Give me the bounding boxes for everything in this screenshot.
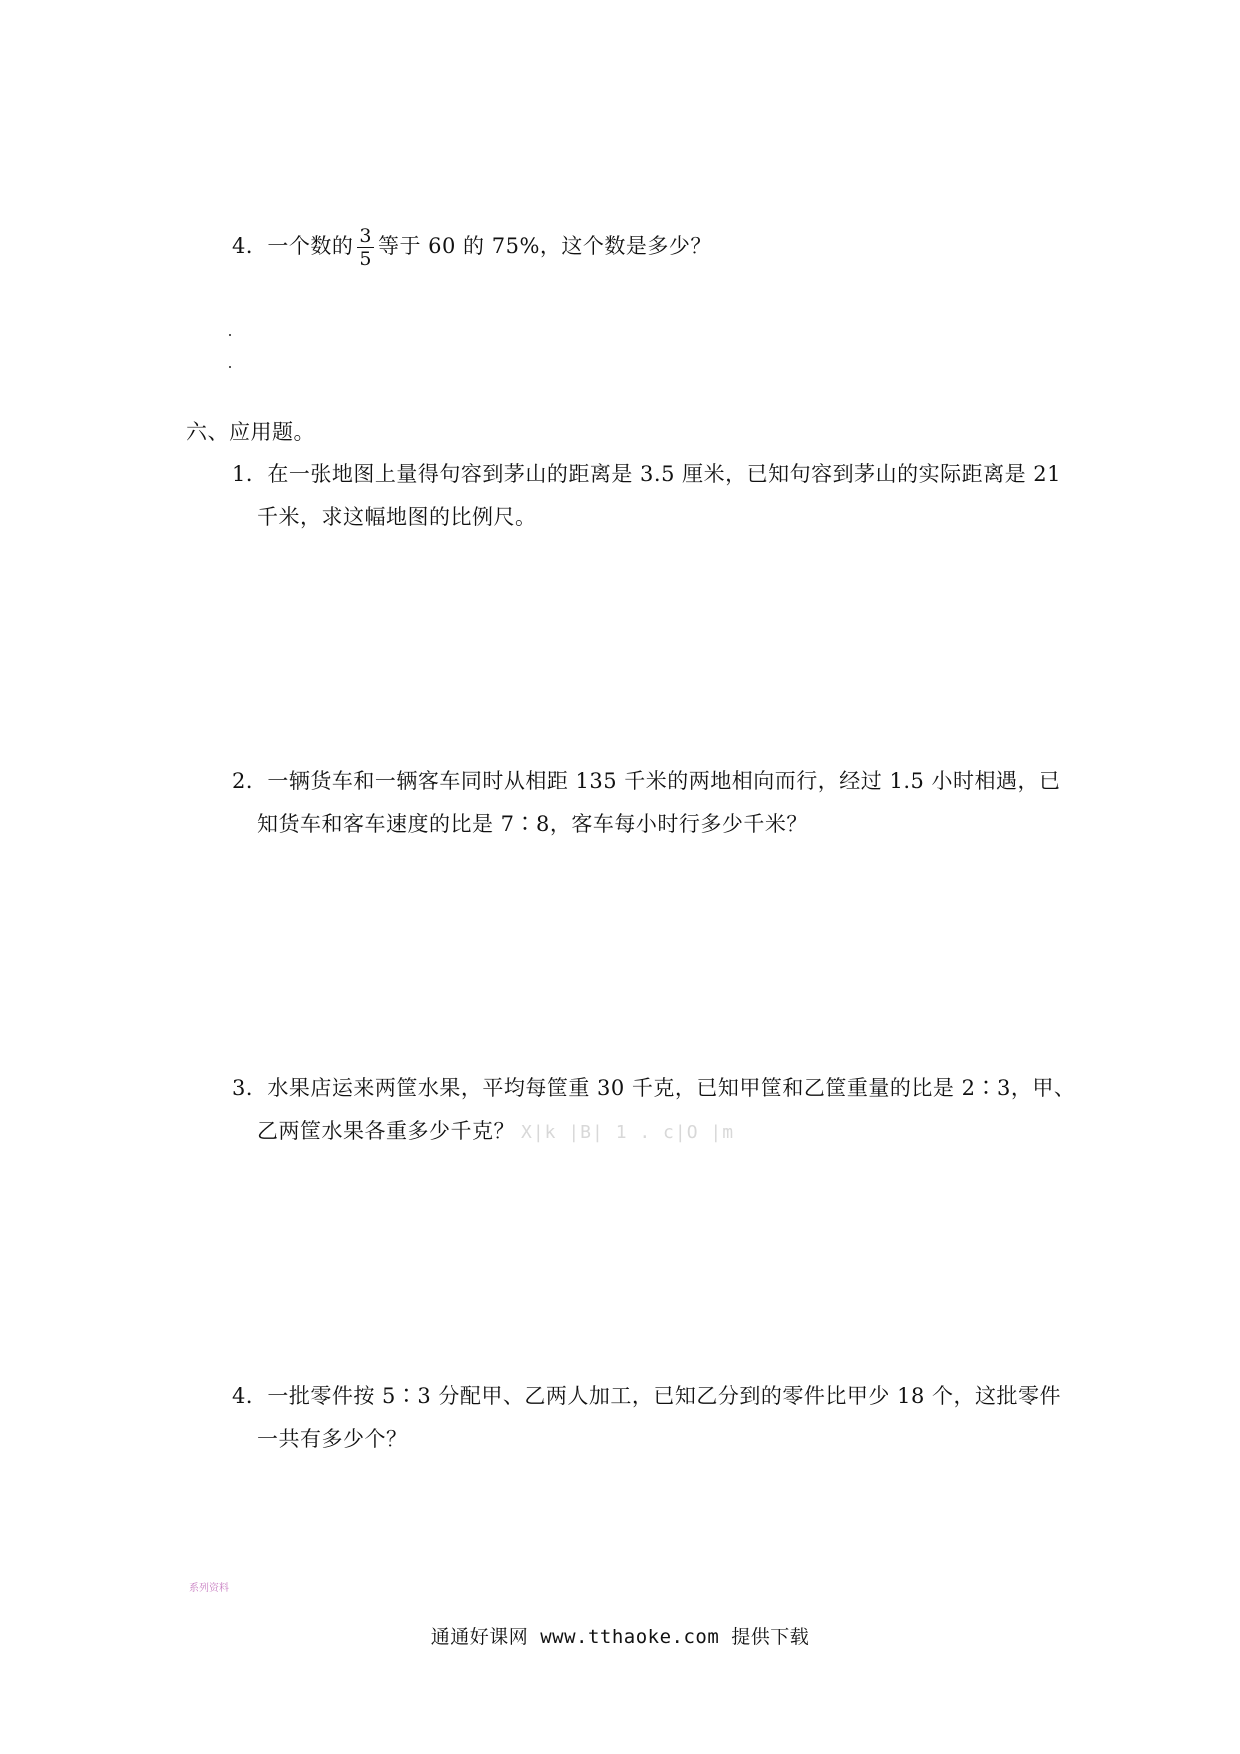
fraction-three-fifths [357,225,374,270]
application-question-3-line-2-text: 乙两筐水果各重多少千克？ [257,1119,515,1143]
application-question-1-line-1: 1．在一张地图上量得句容到茅山的距离是 3.5 厘米，已知句容到茅山的实际距离是 21 [232,462,1062,486]
page-footer: 通通好课网 www.tthaoke.com 提供下载 [430,1626,810,1648]
calc-question-4-prefix: 4．一个数的 [232,234,354,258]
application-question-4-line-1: 4．一批零件按 5∶3 分配甲、乙两人加工，已知乙分到的零件比甲少 18 个，这批零件 [232,1384,1062,1408]
application-question-4-line-2: 一共有多少个？ [257,1427,408,1451]
fraction-numerator: 3 [359,225,372,247]
application-question-2-line-2: 知货车和客车速度的比是 7∶8，客车每小时行多少千米？ [257,812,808,836]
calc-question-4 [232,225,712,270]
application-question-2-line-1: 2．一辆货车和一辆客车同时从相距 135 千米的两地相向而行，经过 1.5 小时相遇，已 [232,769,1061,793]
application-question-3-line-2 [257,1116,734,1148]
scan-speck [229,366,231,368]
fraction-denominator: 5 [359,248,372,270]
application-question-3-line-1: 3．水果店运来两筐水果，平均每筐重 30 千克，已知甲筐和乙筐重量的比是 2∶3，甲、 [232,1076,1076,1100]
watermark-text: X|k |B| 1 . c|O |m [521,1122,735,1143]
scan-speck [229,334,231,336]
side-note: 系列资料 [189,1583,229,1594]
section-title: 六、应用题。 [186,420,315,444]
application-question-1-line-2: 千米，求这幅地图的比例尺。 [257,505,537,529]
calc-question-4-suffix: 等于 60 的 75%，这个数是多少？ [377,234,712,258]
